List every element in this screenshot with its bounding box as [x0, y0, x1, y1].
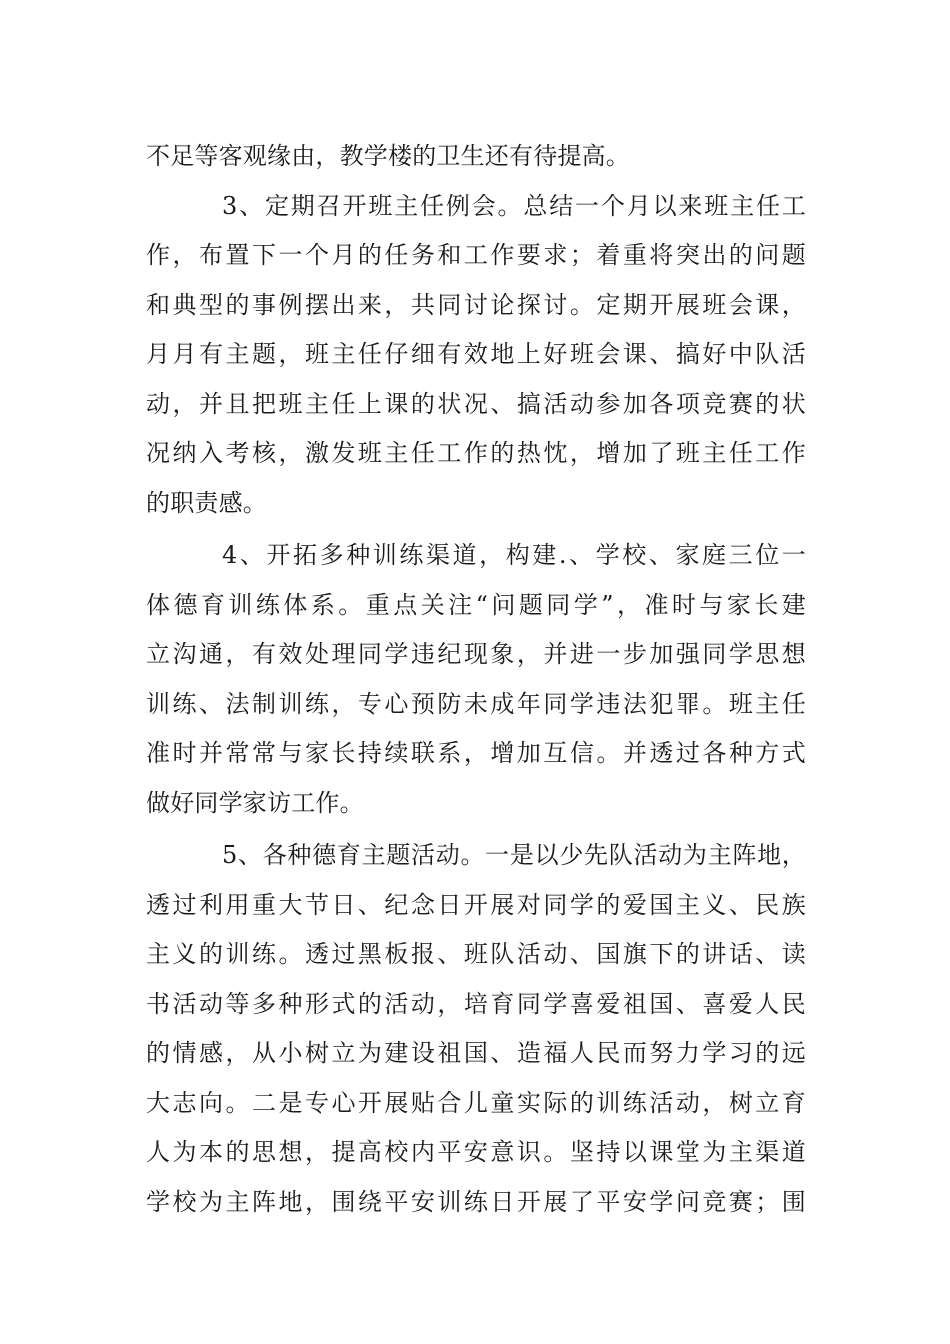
text-line: 的职责感。 — [146, 488, 267, 517]
text-line: 5、各种德育主题活动。一是以少先队活动为主阵地， — [222, 841, 806, 869]
text-line: 作，布置下一个月的任务和工作要求；着重将突出的问题 — [146, 241, 806, 269]
text-line: 立沟通，有效处理同学违纪现象，并进一步加强同学思想 — [146, 640, 806, 668]
paragraph-1 — [146, 132, 806, 182]
text-line: 做好同学家访工作。 — [146, 788, 364, 817]
text-line: 况纳入考核，激发班主任工作的热忱，增加了班主任工作 — [146, 439, 806, 467]
paragraph-3 — [146, 531, 806, 828]
text-line: 大志向。二是专心开展贴合儿童实际的训练活动，树立育 — [146, 1088, 806, 1117]
text-line: 3、定期召开班主任例会。总结一个月以来班主任工 — [222, 191, 806, 220]
text-line: 学校为主阵地，围绕平安训练日开展了平安学问竞赛；围 — [146, 1187, 806, 1216]
text-line: 月月有主题，班主任仔细有效地上好班会课、搞好中队活 — [146, 340, 806, 368]
text-line: 体德育训练体系。重点关注“问题同学”，准时与家长建 — [146, 590, 806, 619]
text-line: 和典型的事例摆出来，共同讨论探讨。定期开展班会课， — [146, 290, 806, 319]
text-line: 主义的训练。透过黑板报、班队活动、国旗下的讲话、读 — [146, 940, 806, 968]
text-line: 动，并且把班主任上课的状况、搞活动参加各项竞赛的状 — [146, 389, 806, 418]
text-line: 不足等客观缘由，教学楼的卫生还有待提高。 — [146, 142, 630, 170]
text-line: 书活动等多种形式的活动，培育同学喜爱祖国、喜爱人民 — [146, 989, 806, 1018]
text-line: 的情感，从小树立为建设祖国、造福人民而努力学习的远 — [146, 1039, 806, 1067]
paragraph-2 — [146, 182, 806, 529]
text-line: 人为本的思想，提高校内平安意识。坚持以课堂为主渠道 — [146, 1138, 806, 1166]
text-line: 透过利用重大节日、纪念日开展对同学的爱国主义、民族 — [146, 890, 806, 919]
text-line: 训练、法制训练，专心预防未成年同学违法犯罪。班主任 — [146, 689, 806, 718]
text-line: 准时并常常与家长持续联系，增加互信。并透过各种方式 — [146, 739, 806, 767]
paragraph-4 — [146, 831, 806, 1227]
text-line: 4、开拓多种训练渠道，构建.、学校、家庭三位一 — [222, 541, 806, 569]
document-body — [146, 132, 806, 1227]
